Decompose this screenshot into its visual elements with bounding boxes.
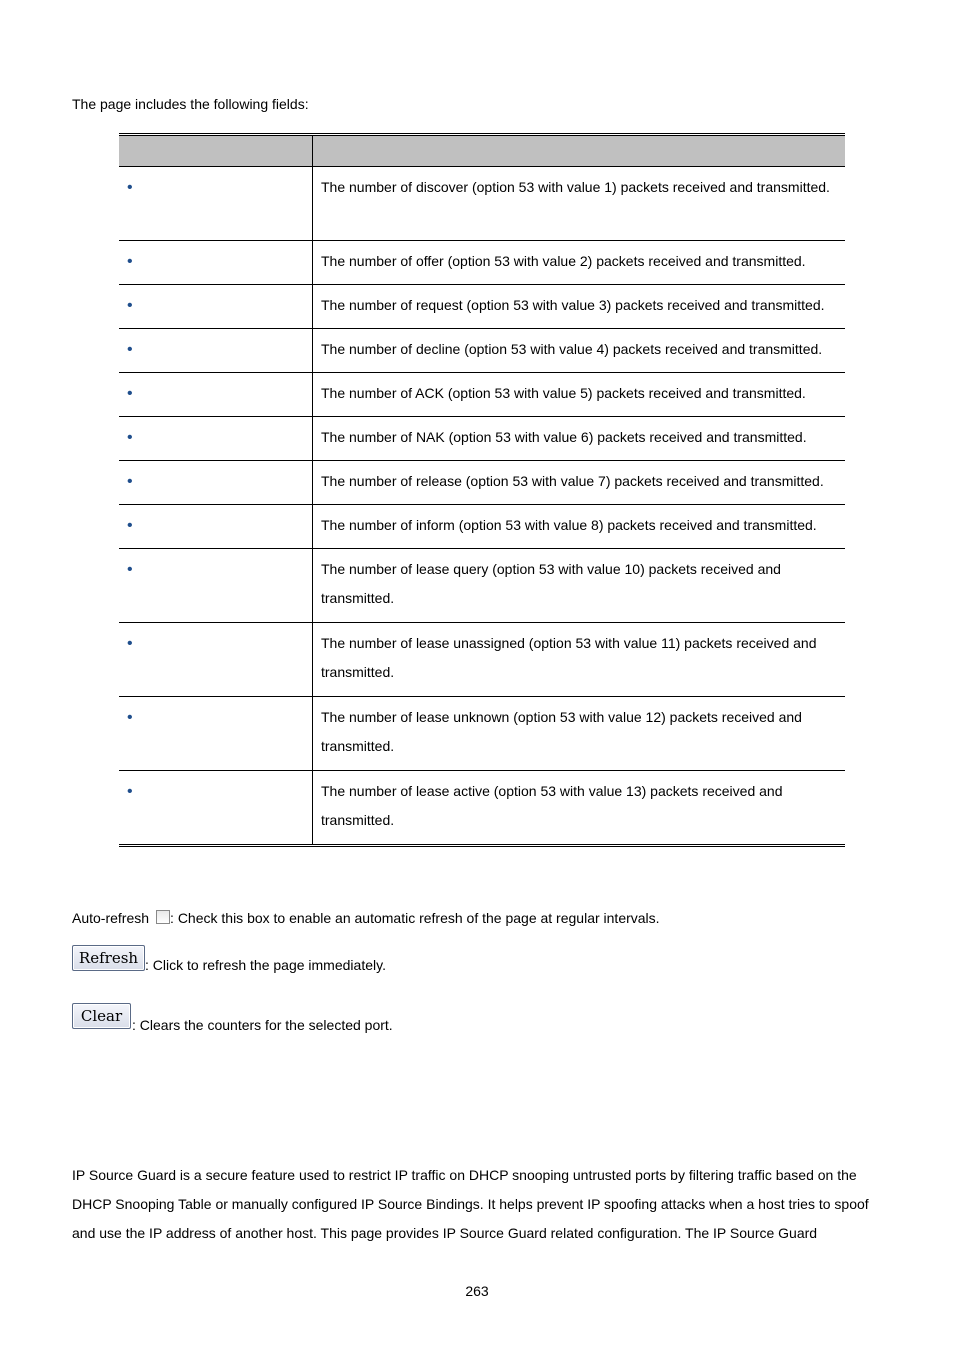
- refresh-button[interactable]: Refresh: [72, 945, 145, 971]
- autorefresh-checkbox[interactable]: [156, 910, 170, 924]
- clear-description: : Clears the counters for the selected port.: [132, 1017, 393, 1033]
- bullet-icon: •: [127, 429, 133, 446]
- description-cell: The number of lease query (option 53 with value 10) packets received and transmitted.: [313, 549, 846, 623]
- description-cell: The number of inform (option 53 with value 8) packets received and transmitted.: [313, 505, 846, 549]
- bullet-icon: •: [127, 783, 133, 800]
- object-cell: [119, 373, 313, 417]
- bullet-icon: •: [127, 635, 133, 652]
- table-row: [119, 241, 845, 285]
- description-cell: The number of request (option 53 with value 3) packets received and transmitted.: [313, 285, 846, 329]
- table-row: [119, 623, 845, 697]
- object-cell: [119, 167, 313, 241]
- table-row: [119, 697, 845, 771]
- table-row: [119, 167, 845, 241]
- table-header-row: [119, 135, 845, 167]
- table-row: [119, 505, 845, 549]
- description-cell: The number of lease unknown (option 53 with value 12) packets received and transmitted.: [313, 697, 846, 771]
- autorefresh-label: Auto-refresh: [72, 910, 150, 926]
- table-row: [119, 549, 845, 623]
- description-cell: The number of lease unassigned (option 53 with value 11) packets received and transmitted.: [313, 623, 846, 697]
- autorefresh-line: [72, 910, 660, 926]
- object-cell: [119, 697, 313, 771]
- object-cell: [119, 417, 313, 461]
- object-cell: [119, 505, 313, 549]
- refresh-description: : Click to refresh the page immediately.: [145, 957, 386, 973]
- bullet-icon: •: [127, 341, 133, 358]
- bullet-icon: •: [127, 253, 133, 270]
- bullet-icon: •: [127, 517, 133, 534]
- object-cell: [119, 241, 313, 285]
- header-object: [119, 135, 313, 167]
- page-number: 263: [465, 1283, 489, 1299]
- object-cell: [119, 461, 313, 505]
- fields-table: [119, 133, 845, 847]
- table-row: [119, 285, 845, 329]
- table-row: [119, 373, 845, 417]
- header-description: [313, 135, 846, 167]
- intro-text: The page includes the following fields:: [72, 96, 309, 112]
- bullet-icon: •: [127, 385, 133, 402]
- bullet-icon: •: [127, 297, 133, 314]
- bullet-icon: •: [127, 561, 133, 578]
- table-row: [119, 771, 845, 846]
- description-cell: The number of NAK (option 53 with value 6) packets received and transmitted.: [313, 417, 846, 461]
- description-cell: The number of discover (option 53 with value 1) packets received and transmitted.: [313, 167, 846, 241]
- bullet-icon: •: [127, 473, 133, 490]
- object-cell: [119, 285, 313, 329]
- description-cell: The number of release (option 53 with value 7) packets received and transmitted.: [313, 461, 846, 505]
- ip-source-guard-paragraph: IP Source Guard is a secure feature used to restrict IP traffic on DHCP snooping untrusted ports by filtering traffic based on the DHCP Snooping Table or manually configured IP Source Bindings. It helps prevent IP spoofing attacks when a host tries to spoof and use the IP address of another host. This page provides IP Source Guard related configuration. The IP Source Guard: [72, 1167, 869, 1241]
- object-cell: [119, 549, 313, 623]
- autorefresh-description: : Check this box to enable an automatic refresh of the page at regular intervals.: [170, 910, 660, 926]
- description-cell: The number of lease active (option 53 with value 13) packets received and transmitted.: [321, 783, 783, 828]
- clear-button[interactable]: Clear: [72, 1003, 131, 1029]
- table-row: [119, 417, 845, 461]
- object-cell: [119, 771, 313, 846]
- object-cell: [119, 329, 313, 373]
- description-cell: The number of ACK (option 53 with value 5) packets received and transmitted.: [313, 373, 846, 417]
- description-cell: The number of decline (option 53 with value 4) packets received and transmitted.: [313, 329, 846, 373]
- bullet-icon: •: [127, 179, 133, 196]
- table-row: [119, 329, 845, 373]
- bullet-icon: •: [127, 709, 133, 726]
- object-cell: [119, 623, 313, 697]
- table-row: [119, 461, 845, 505]
- description-cell: The number of offer (option 53 with value 2) packets received and transmitted.: [313, 241, 846, 285]
